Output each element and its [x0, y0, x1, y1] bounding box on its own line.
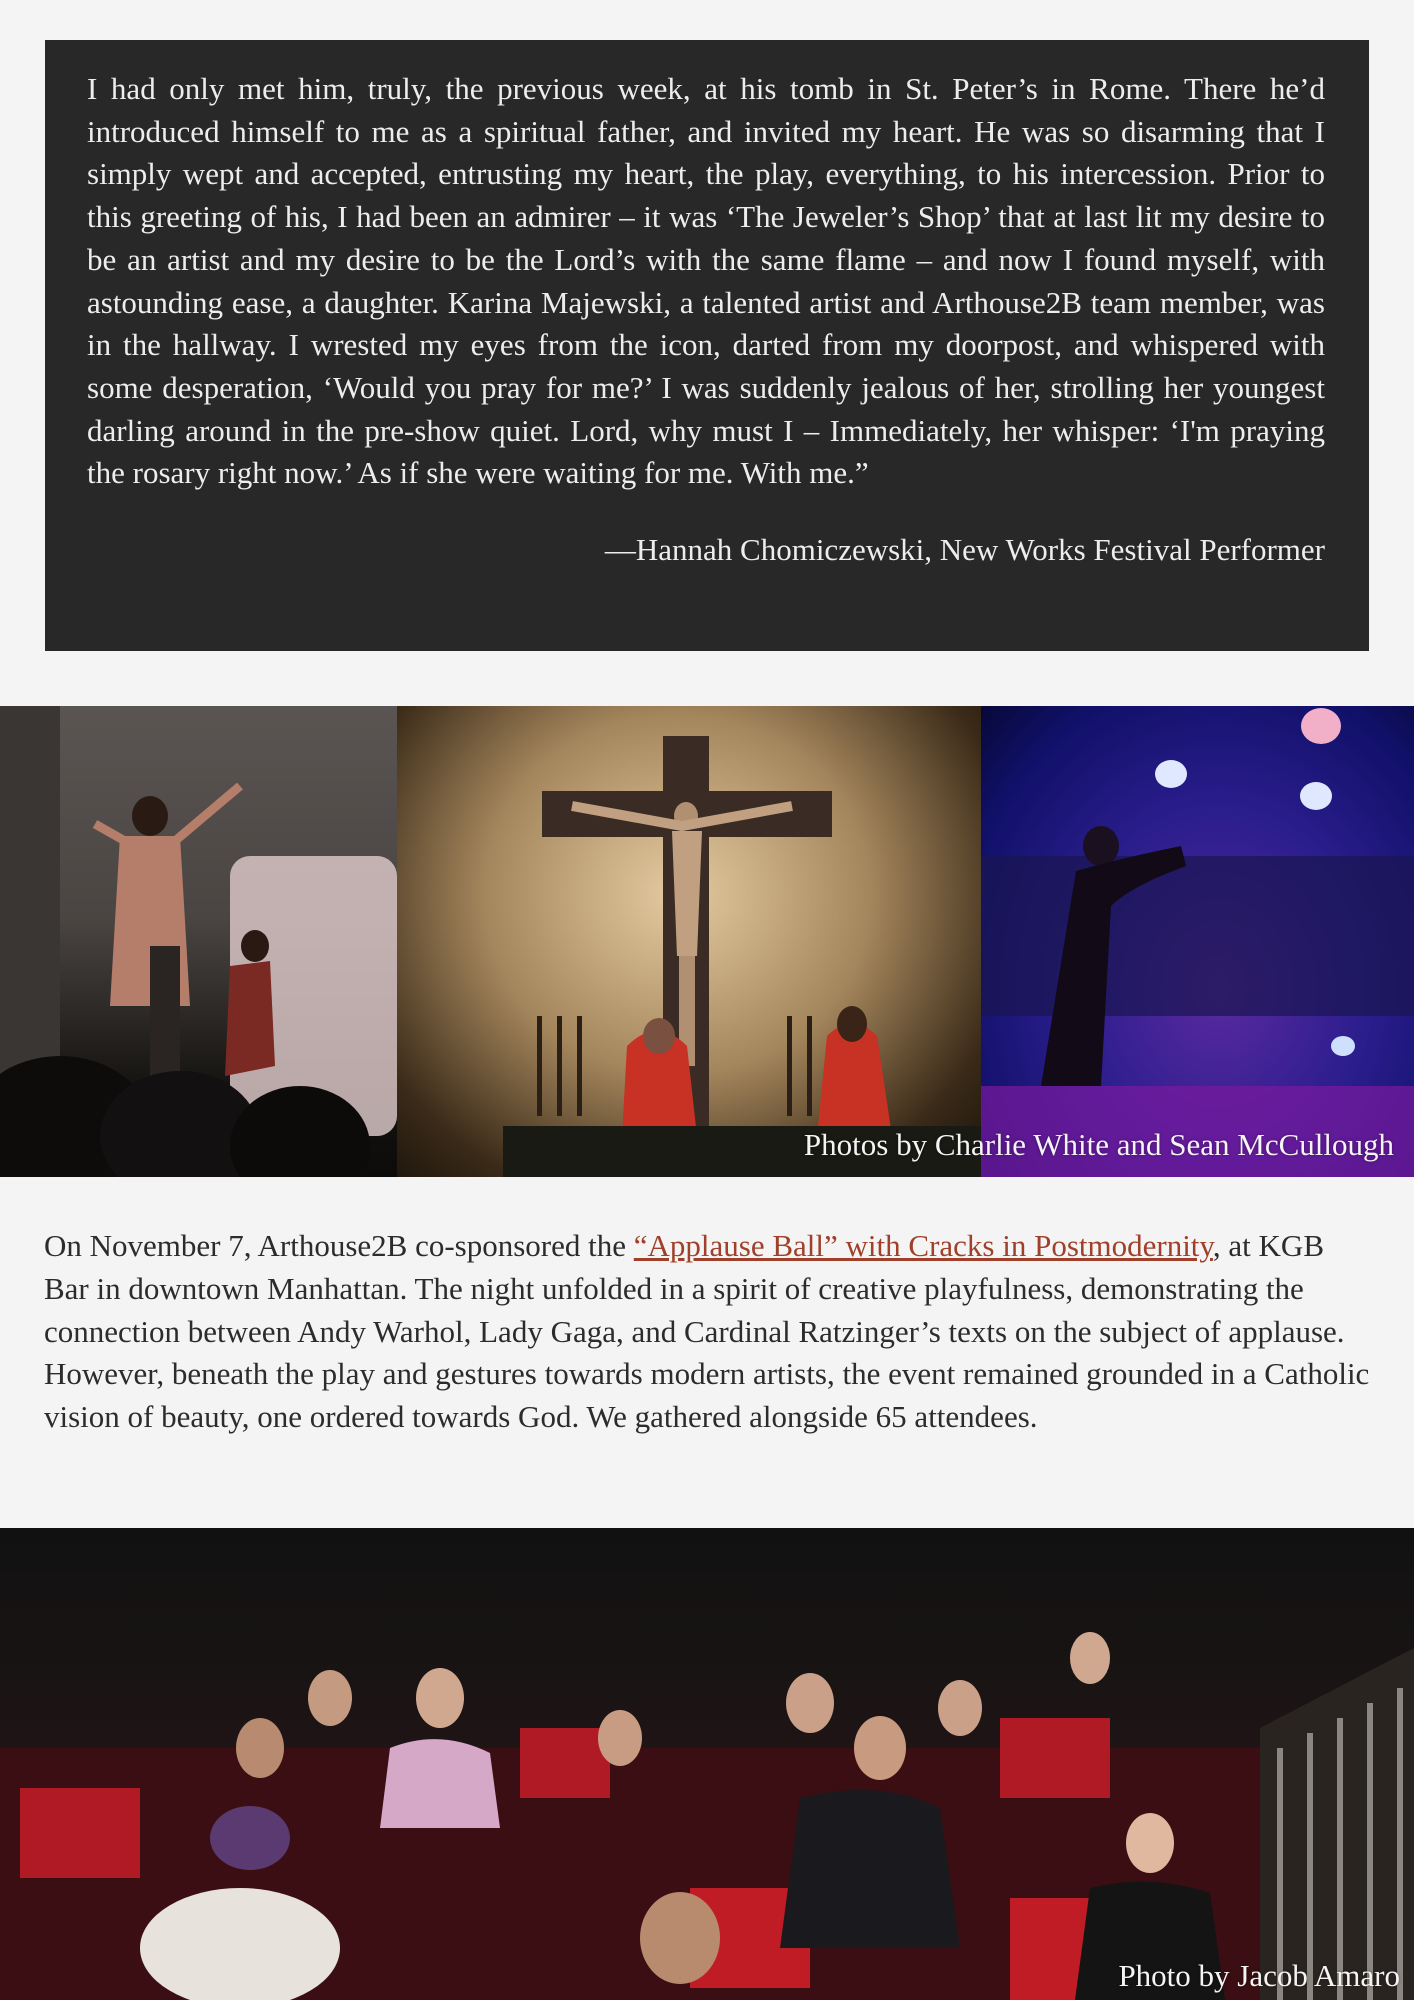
crucifix-photo-illustration	[397, 706, 981, 1177]
testimonial-quote-box	[45, 40, 1369, 651]
crowd-photo-credit: Photo by Jacob Amaro	[1118, 1958, 1400, 1993]
performer-on-ladder-photo	[0, 706, 397, 1177]
testimonial-quote-text: I had only met him, truly, the previous week, at his tomb in St. Peter’s in Rome. There he’d introduced himself to me as a spiritual father, and invited my heart. He was so disarming that I simply wept and accepted, entrusting my heart, the play, everything, to his intercession. Prior to this greeting of his, I had been an admirer – it was ‘The Jeweler’s Shop’ that at last lit my desire to be an artist and my desire to be the Lord’s with the same flame – and now I found myself, with astounding ease, a daughter. Karina Majewski, a talented artist and Arthouse2B team member, was in the hallway. I wrested my eyes from the icon, darted from my doorpost, and whispered with some desperation, ‘Would you pray for me?’ I was suddenly jealous of her, strolling her youngest darling around in the pre-show quiet. Lord, why must I – Immediately, her whisper: ‘I'm praying the rosary right now.’ As if she were waiting for me. With me.”	[87, 71, 1325, 491]
crucifix-mass-photo	[397, 706, 981, 1177]
dancer-photo-illustration	[981, 706, 1414, 1177]
event-photo-strip	[0, 706, 1414, 1177]
audience-photo-illustration	[0, 1528, 1414, 2000]
event-description-intro: On November 7, Arthouse2B co-sponsored the	[44, 1228, 634, 1263]
applauding-audience-photo	[0, 1528, 1414, 2000]
testimonial-attribution: —Hannah Chomiczewski, New Works Festival Performer	[604, 532, 1325, 568]
performer-photo-illustration	[0, 706, 397, 1177]
dancer-stage-photo	[981, 706, 1414, 1177]
event-description-rest: , at KGB Bar in downtown Manhattan. The night unfolded in a spirit of creative playfulness, demonstrating the connection between Andy Warhol, Lady Gaga, and Cardinal Ratzinger’s texts on the subject of applause. However, beneath the play and gestures towards modern artists, the event remained grounded in a Catholic vision of beauty, one ordered towards God. We gathered alongside 65 attendees.	[44, 1228, 1370, 1435]
event-description	[44, 1225, 1374, 1439]
photo-strip-credit: Photos by Charlie White and Sean McCullough	[803, 1127, 1394, 1162]
applause-ball-link[interactable]: “Applause Ball” with Cracks in Postmodernity	[633, 1228, 1213, 1263]
